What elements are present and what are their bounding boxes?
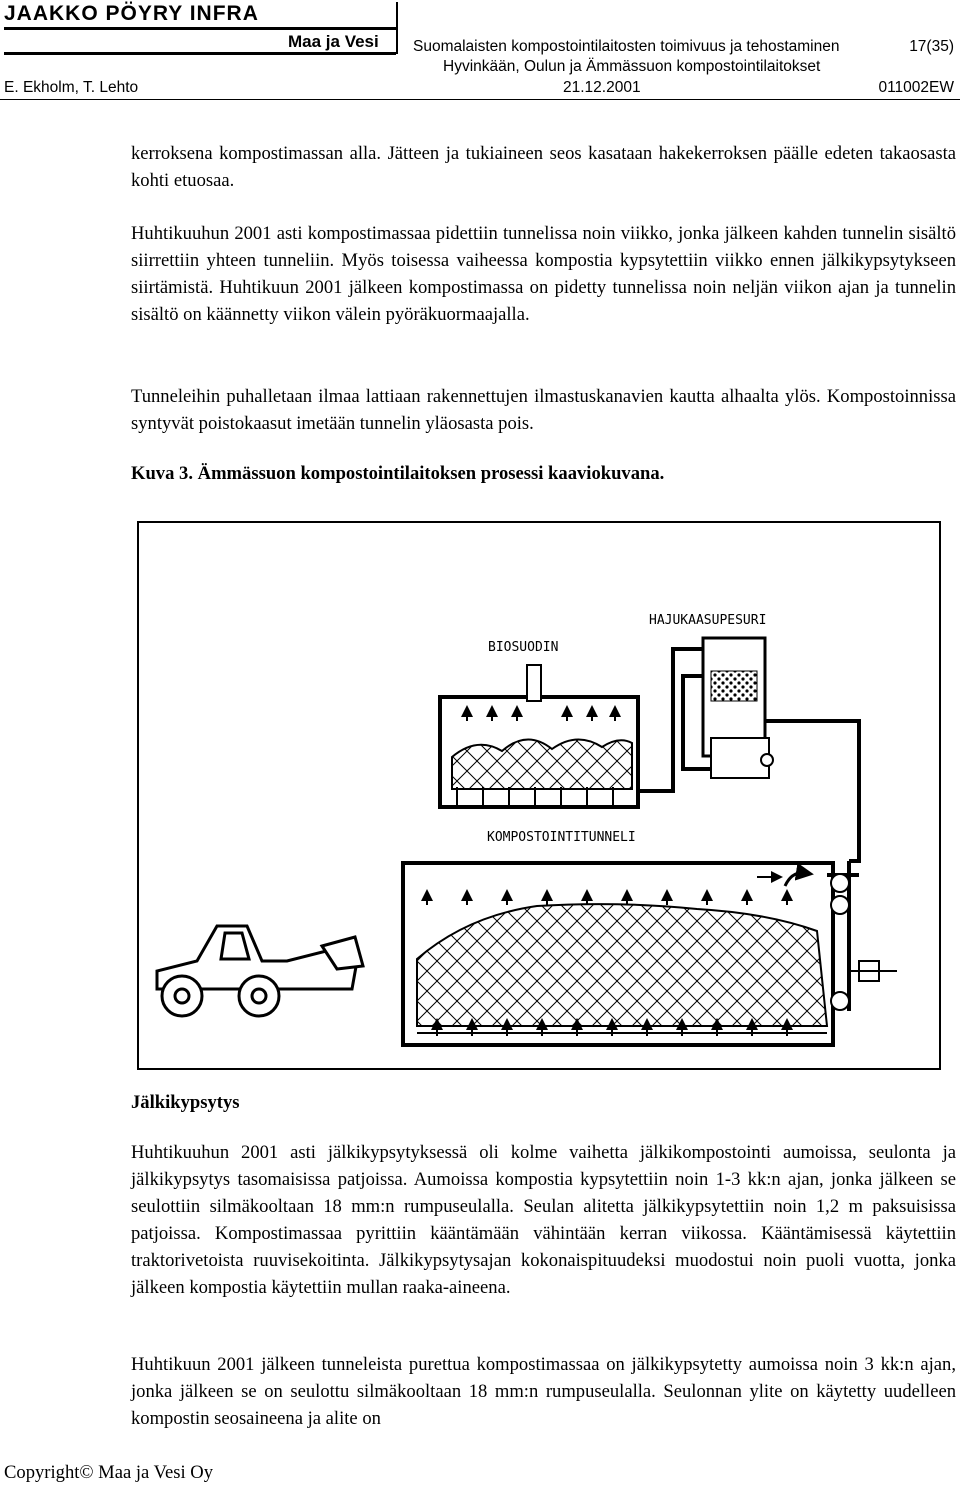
company-logo: JAAKKO PÖYRY INFRA (4, 2, 259, 25)
logo-divider (396, 2, 398, 54)
page-number: 17(35) (909, 38, 954, 55)
label-tunnel: KOMPOSTOINTITUNNELI (487, 830, 636, 845)
paragraph-1: kerroksena kompostimassan alla. Jätteen ja tukiaineen seos kasataan hakekerroksen päälle edeten takaosasta kohti etuosaa. (131, 143, 956, 191)
scrubber-unit (703, 638, 773, 778)
logo-rule-bottom (4, 52, 396, 55)
label-biofilter: BIOSUODIN (488, 640, 559, 655)
label-scrubber: HAJUKAASUPESURI (649, 613, 767, 628)
process-diagram (137, 521, 941, 1070)
biofilter-unit (440, 665, 638, 807)
company-logo-subtitle: Maa ja Vesi (288, 32, 379, 51)
document-title: Suomalaisten kompostointilaitosten toimivuus ja tehostaminen (413, 38, 840, 55)
biofilter-stack (527, 665, 541, 701)
authors: E. Ekholm, T. Lehto (4, 79, 139, 96)
footer-copyright: Copyright© Maa ja Vesi Oy (4, 1462, 213, 1483)
composting-tunnel (403, 863, 833, 1045)
paragraph-2: Huhtikuuhun 2001 asti kompostimassaa pidettiin tunnelissa noin viikko, jonka jälkeen kahden tunnelin sisältö siirrettiin yhteen tunneliin. Myös toisessa vaiheessa kompostia kypsytettiin viikko ennen jälkikypsytykseen siirtämistä. Huhtikuun 2001 jälkeen kompostimassa on pidetty tunnelissa noin neljän viikon ajan ja tunnelin sisältö on käännetty viikon välein pyöräkuormaajalla. (131, 223, 956, 325)
wheel-loader (157, 926, 363, 1016)
fans (831, 874, 897, 1010)
document-date: 21.12.2001 (563, 79, 641, 96)
paragraph-5: Huhtikuun 2001 jälkeen tunneleista purettua kompostimassaa on jälkikypsytetty aumoissa noin 3 kk:n ajan, jonka jälkeen se on seulottu silmäkooltaan 18 mm:n rumpuseulalla. Seulonnan ylite on käytetty uudelleen kompostin seosaineena ja alite on (131, 1354, 956, 1429)
document-code: 011002EW (878, 79, 954, 96)
paragraph-4: Huhtikuuhun 2001 asti jälkikypsytyksessä oli kolme vaihetta jälkikompostointi aumoissa, seulonta ja jälkikypsytys tasomaisissa patjoissa. Aumoissa kompostia kypsytettiin noin 1-3 kk:n ajan, jonka jälkeen se seulottiin silmäkooltaan 18 mm:n rumpuseulalla. Seulan alitetta jälkikypsytettiin noin 1,2 m paksuisissa patjoissa. Kompostimassaa pyrittiin kääntämään vähintään kerran viikossa. Kääntämisessä käytettiin traktorivetoista ruuvisekoitinta. Jälkikypsytysajan kokonaispituudeksi muodostui noin puoli vuotta, jonka jälkeen kompostia käytettiin mullan raaka-aineena. (131, 1142, 956, 1298)
section-heading: Jälkikypsytys (131, 1092, 240, 1113)
logo-rule (4, 27, 396, 30)
paragraph-3: Tunneleihin puhalletaan ilmaa lattiaan rakennettujen ilmastuskanavien kautta alhaalta ylös. Kompostoinnissa syntyvät poistokaasut imetään tunnelin yläosasta pois. (131, 386, 956, 434)
document-subtitle: Hyvinkään, Oulun ja Ämmässuon kompostointilaitokset (443, 58, 821, 75)
figure-caption: Kuva 3. Ämmässuon kompostointilaitoksen prosessi kaaviokuvana. (131, 463, 665, 484)
header-divider (0, 99, 960, 100)
